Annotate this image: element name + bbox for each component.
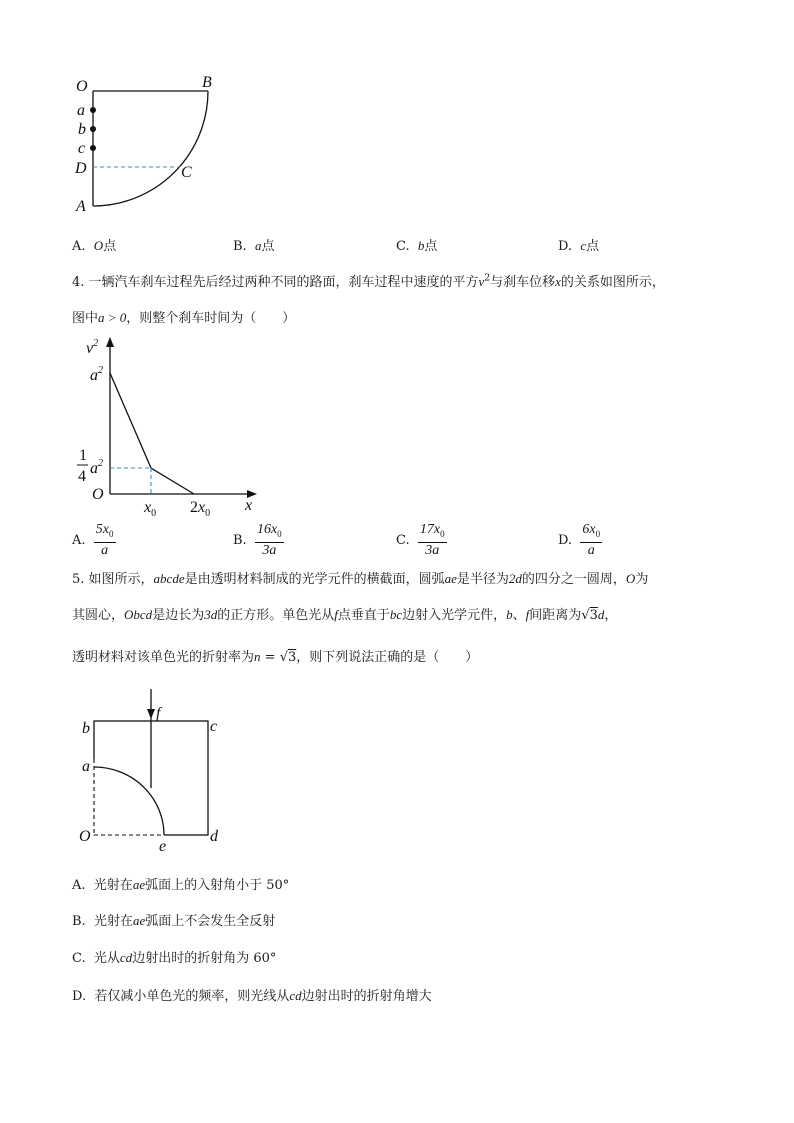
arc-ae [94, 767, 164, 835]
label-c: c [78, 140, 86, 157]
option-symbol: c [580, 238, 587, 253]
option-fraction [255, 522, 284, 559]
option-letter: B. [233, 239, 247, 254]
sub: 0 [595, 528, 601, 539]
q4-option-d[interactable] [558, 522, 602, 559]
q5-text: 间距离为 [529, 608, 582, 623]
option-text: 弧面上的入射角小于 50° [145, 878, 290, 893]
q5-text: 边射入光学元件， [402, 608, 507, 623]
y-axis-arrow [106, 337, 114, 347]
option-symbol: b [417, 238, 425, 253]
label-O: O [76, 78, 88, 95]
option-letter: A. [72, 878, 86, 893]
option-letter: B. [72, 914, 86, 929]
den: a [101, 542, 109, 558]
sqrt-sign: √ [581, 608, 590, 623]
label-O: O [79, 828, 91, 845]
label-b: b [82, 720, 90, 737]
sym: 3d [204, 607, 218, 622]
origin-label: O [92, 486, 104, 503]
radicand: 3 [589, 608, 598, 623]
q4-text: 4. 一辆汽车刹车过程先后经过两种不同的路面，刹车过程中速度的平方 [72, 275, 479, 290]
sym: f [334, 607, 338, 622]
option-text: 弧面上不会发生全反射 [145, 914, 276, 929]
option-text: 点 [424, 239, 438, 254]
q4-text: ，则整个刹车时间为（ ） [126, 311, 296, 326]
den: 3a [262, 542, 277, 558]
sqrt-sign: √ [279, 650, 288, 665]
sym: abcde [153, 571, 185, 586]
label-c: c [210, 718, 218, 735]
option-letter: D. [72, 989, 87, 1004]
label-A: A [76, 198, 86, 215]
graph-v2-x [70, 335, 270, 520]
option-symbol: ae [132, 877, 146, 892]
ray-arrow [147, 709, 155, 719]
label-a: a [82, 758, 90, 775]
num: 16x [256, 522, 278, 537]
option-letter: C. [396, 532, 410, 548]
option-text: 光射在 [93, 914, 133, 929]
option-text: 若仅减小单色光的频率，则光线从 [94, 989, 290, 1004]
q5-text: 的四分之一圆周， [521, 572, 626, 587]
sym: b [506, 607, 513, 622]
sub: 0 [109, 528, 114, 539]
q4-text: 与刹车位移 [490, 275, 556, 290]
option-letter: D. [558, 532, 573, 548]
sup: 2 [484, 273, 491, 284]
option-symbol: ae [132, 913, 146, 928]
option-letter: A. [72, 532, 86, 548]
label-C: C [181, 164, 192, 181]
q5-option-d[interactable] [72, 985, 432, 1004]
x-axis-label: x [245, 497, 253, 514]
q5-text: 点垂直于 [337, 608, 390, 623]
q4-option-a[interactable] [72, 522, 116, 559]
q5-line1 [72, 568, 648, 587]
sym: bc [389, 607, 403, 622]
den: a [587, 542, 595, 558]
option-symbol: O [93, 238, 104, 253]
graph-line [110, 373, 194, 494]
option-letter: C. [396, 239, 410, 254]
q5-text: ， [604, 608, 618, 623]
label-e: e [159, 838, 167, 855]
option-text: 点 [261, 239, 275, 254]
figure-optical-element [70, 685, 240, 855]
option-letter: A. [72, 239, 86, 254]
option-symbol: cd [289, 988, 302, 1003]
var-v: v [478, 274, 485, 289]
point-a [90, 107, 96, 113]
arc-BA [93, 91, 208, 206]
var-x: x [555, 274, 561, 289]
quarter-a2: $a^2$ [90, 458, 103, 477]
option-fraction [580, 522, 602, 559]
q3-option-c[interactable] [396, 235, 437, 254]
figure-quarter-circle [70, 70, 230, 220]
option-symbol: cd [119, 950, 133, 965]
q5-option-c[interactable] [72, 947, 276, 966]
option-text: 点 [586, 239, 600, 254]
q5-text: ，则下列说法正确的是（ ） [296, 650, 479, 665]
sym: O [625, 571, 636, 586]
sub: 0 [277, 528, 282, 539]
q5-text: 、 [512, 608, 526, 623]
radicand: 3 [287, 650, 297, 665]
sym: f [525, 607, 530, 622]
point-b [90, 126, 96, 132]
num: 6x [582, 522, 596, 537]
q5-option-b[interactable] [72, 910, 275, 929]
q4-text: 图中 [72, 311, 99, 326]
sub: 0 [440, 528, 445, 539]
option-text: 边射出时的折射角为 60° [132, 951, 277, 966]
option-fraction [94, 522, 116, 559]
num: 17x [419, 522, 441, 537]
option-fraction [418, 522, 447, 559]
y-label: $v^2$ [86, 338, 99, 357]
q5-option-a[interactable] [72, 874, 289, 893]
num: 5x [95, 522, 110, 537]
label-b: b [78, 121, 86, 138]
label-a: a [77, 102, 85, 119]
sym: 2d [508, 571, 522, 586]
label-d: d [210, 828, 218, 845]
option-text: 点 [103, 239, 117, 254]
option-letter: D. [558, 239, 573, 254]
den: 3a [425, 542, 440, 558]
q5-line3 [72, 646, 478, 665]
label-D: D [75, 160, 87, 177]
q5-text: 其圆心， [72, 608, 125, 623]
option-symbol: a [254, 238, 262, 253]
q5-text: 是半径为 [456, 572, 509, 587]
q4-text: 的关系如图所示， [560, 275, 665, 290]
quarter-num: 1 [79, 447, 87, 464]
sym: n [254, 649, 261, 664]
q4-option-b[interactable] [233, 522, 284, 559]
option-text: 光射在 [93, 878, 133, 893]
q3-option-a[interactable] [72, 235, 116, 254]
sym: Obcd [124, 607, 153, 622]
q5-line2 [72, 604, 617, 623]
q5-text: 为 [635, 572, 649, 587]
condition: a > 0 [98, 310, 127, 325]
option-letter: C. [72, 951, 86, 966]
sym: ae [444, 571, 457, 586]
q4-line1 [72, 271, 665, 290]
q3-option-b[interactable] [233, 235, 274, 254]
eq: = [260, 650, 280, 665]
option-text: 边射出时的折射角增大 [301, 989, 432, 1004]
a2-label: $a^2$ [90, 365, 103, 384]
q5-text: 5. 如图所示， [72, 572, 154, 587]
q5-text: 透明材料对该单色光的折射率为 [72, 650, 255, 665]
quarter-den: 4 [78, 468, 86, 485]
label-f: f [156, 705, 161, 722]
q4-line2 [72, 307, 295, 326]
option-text: 光从 [93, 951, 120, 966]
q5-text: 是边长为 [152, 608, 205, 623]
q5-text: 是由透明材料制成的光学元件的横截面，圆弧 [184, 572, 445, 587]
q4-option-c[interactable] [396, 522, 447, 559]
x0-label: $x_0$ [144, 499, 157, 519]
q3-option-d[interactable] [558, 235, 599, 254]
label-B: B [202, 74, 212, 91]
2x0-label: $2x_0$ [190, 499, 211, 519]
option-letter: B. [233, 532, 247, 548]
q5-text: 的正方形。单色光从 [217, 608, 335, 623]
point-c [90, 145, 96, 151]
sym: d [597, 607, 605, 622]
